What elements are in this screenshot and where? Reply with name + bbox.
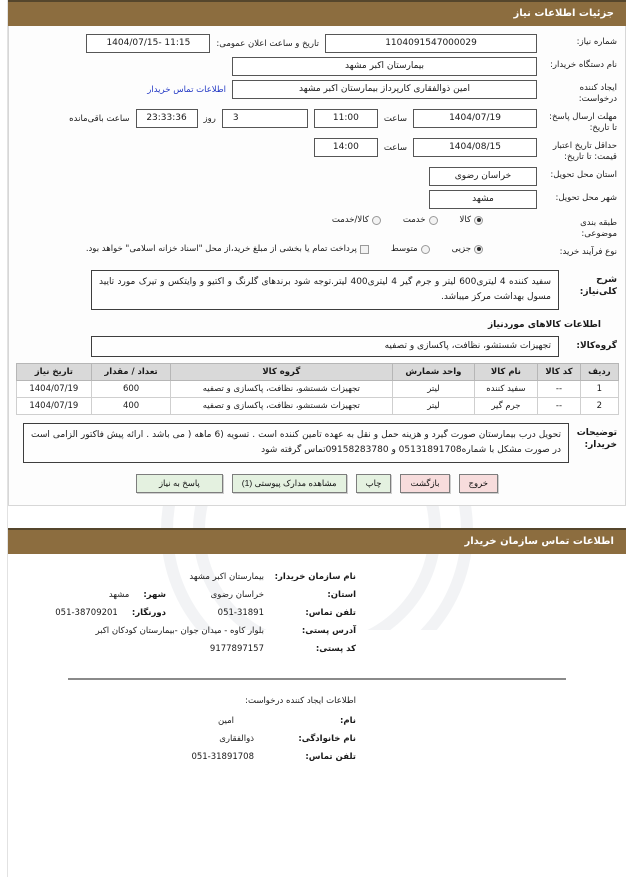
validity-hour-label: ساعت bbox=[383, 142, 407, 153]
goods-group-field[interactable]: تجهیزات شستشو، نظافت، پاکسازی و تصفیه bbox=[91, 336, 559, 357]
cell-unit: لیتر bbox=[392, 381, 475, 398]
contact-city-label: شهر: bbox=[143, 590, 166, 600]
row-contact-org bbox=[8, 568, 626, 586]
countdown-timer-field: 23:33:36 bbox=[136, 109, 198, 128]
contact-address-label: آدرس پستی: bbox=[301, 626, 356, 636]
need-number-label: شماره نیاز: bbox=[576, 37, 617, 47]
province-field[interactable]: خراسان رضوی bbox=[429, 167, 537, 186]
details-panel bbox=[8, 26, 626, 506]
need-details-card bbox=[8, 0, 626, 506]
cell-goods-name: جرم گیر bbox=[475, 398, 537, 415]
contact-address-value: بلوار کاوه - میدان جوان -بیمارستان کودکان اکبر bbox=[95, 626, 264, 636]
cell-goods-code: -- bbox=[537, 398, 581, 415]
city-field[interactable]: مشهد bbox=[429, 190, 537, 209]
cell-quantity: 600 bbox=[92, 381, 171, 398]
cell-goods-group: تجهیزات شستشو، نظافت، پاکسازی و تصفیه bbox=[170, 398, 392, 415]
days-unit-label: روز bbox=[203, 113, 216, 124]
deadline-hour-field[interactable]: 11:00 bbox=[314, 109, 378, 128]
goods-group-label: گروه‌کالا: bbox=[576, 341, 617, 351]
contact-org-label: نام سازمان خریدار: bbox=[274, 572, 356, 582]
th-goods-code: کد کالا bbox=[537, 364, 581, 381]
table-row bbox=[16, 381, 618, 398]
countdown-unit-label: ساعت باقی‌مانده bbox=[69, 113, 130, 124]
cell-goods-name: سفید کننده bbox=[475, 381, 537, 398]
respond-to-need-button[interactable]: پاسخ به نیاز bbox=[136, 474, 223, 493]
cell-radif: 2 bbox=[581, 398, 618, 415]
back-button[interactable]: بازگشت bbox=[400, 474, 449, 493]
notes-label: توضیحات خریدار: bbox=[576, 428, 617, 450]
category-option-label: خدمت bbox=[402, 215, 426, 225]
creator-label: ایجاد کننده درخواست: bbox=[578, 83, 617, 104]
category-label: طبقه بندی موضوعی: bbox=[580, 218, 617, 239]
row-price-validity bbox=[13, 136, 621, 165]
contact-province-label: استان: bbox=[327, 590, 356, 600]
row-contact-address bbox=[8, 622, 626, 640]
radio-icon[interactable] bbox=[372, 216, 381, 225]
requester-first-name-value: امین bbox=[218, 716, 234, 726]
row-requester-phone bbox=[8, 748, 626, 766]
validity-label: حداقل تاریخ اعتبار قیمت: تا تاریخ: bbox=[552, 141, 617, 162]
requester-first-name-label: نام: bbox=[339, 716, 356, 726]
table-row bbox=[16, 398, 618, 415]
row-contact-province-city bbox=[8, 586, 626, 604]
row-buyer-org bbox=[13, 55, 621, 78]
deadline-hour-label: ساعت bbox=[383, 113, 407, 124]
requester-body bbox=[8, 710, 626, 770]
exit-button[interactable]: خروج bbox=[459, 474, 499, 493]
th-need-date: تاریخ نیاز bbox=[16, 364, 92, 381]
remaining-days-field[interactable]: 3 bbox=[222, 109, 308, 128]
requester-section-heading: اطلاعات ایجاد کننده درخواست: bbox=[245, 696, 356, 706]
row-goods-group bbox=[13, 334, 621, 359]
cell-need-date: 1404/07/19 bbox=[16, 398, 92, 415]
details-section-title: جزئیات اطلاعات نیاز bbox=[8, 0, 626, 26]
validity-date-field[interactable]: 1404/08/15 bbox=[413, 138, 537, 157]
summary-field: سفید کننده 4 لیتری600 لیتر و جرم گیر 4 لیتری400 لیتر.توجه شود برندهای گلرنگ و اکتیو و وایتکس و تیرک مورد تایید مسول بهداشت مرکز میباشد. bbox=[91, 270, 559, 310]
contact-province-value: خراسان رضوی bbox=[210, 590, 264, 600]
need-number-field[interactable]: 1104091547000029 bbox=[325, 34, 537, 53]
th-quantity: تعداد / مقدار bbox=[92, 364, 171, 381]
cell-goods-group: تجهیزات شستشو، نظافت، پاکسازی و تصفیه bbox=[170, 381, 392, 398]
row-purchase-process bbox=[13, 242, 621, 264]
deadline-label: مهلت ارسال پاسخ: تا تاریخ: bbox=[549, 112, 617, 133]
cell-radif: 1 bbox=[581, 381, 618, 398]
radio-icon[interactable] bbox=[421, 245, 430, 254]
deadline-date-field[interactable]: 1404/07/19 bbox=[413, 109, 537, 128]
row-creator bbox=[13, 78, 621, 107]
category-option-khedmat[interactable] bbox=[403, 215, 438, 225]
buyer-contact-card bbox=[8, 528, 626, 770]
row-subject-category bbox=[13, 211, 621, 242]
checkbox-icon[interactable] bbox=[360, 245, 369, 254]
cell-quantity: 400 bbox=[92, 398, 171, 415]
contact-postal-value: 9177897157 bbox=[209, 644, 264, 654]
province-label: استان محل تحویل: bbox=[550, 170, 617, 180]
cell-goods-code: -- bbox=[537, 381, 581, 398]
category-option-label: کالا/خدمت bbox=[331, 215, 369, 225]
announce-label: تاریخ و ساعت اعلان عمومی: bbox=[216, 38, 319, 49]
contact-postal-label: کد پستی: bbox=[315, 644, 356, 654]
process-option-label: متوسط bbox=[390, 244, 418, 254]
row-contact-postal bbox=[8, 640, 626, 658]
row-need-number bbox=[13, 32, 621, 55]
treasury-doc-option[interactable] bbox=[86, 244, 369, 254]
buyer-org-label: نام دستگاه خریدار: bbox=[550, 60, 617, 70]
contact-phone-label: تلفن تماس: bbox=[305, 608, 356, 618]
view-attachments-button[interactable]: مشاهده مدارک پیوستی (1) bbox=[232, 474, 347, 493]
requester-last-name-value: ذوالفقاری bbox=[219, 734, 254, 744]
table-header-row bbox=[16, 364, 618, 381]
treasury-note-label: پرداخت تمام یا بخشی از مبلغ خرید،از محل "اسناد خزانه اسلامی" خواهد بود. bbox=[85, 244, 357, 254]
requester-phone-value: 051-31891708 bbox=[191, 752, 254, 762]
contact-phone-value: 051-31891 bbox=[217, 608, 264, 618]
contact-section-title: اطلاعات تماس سازمان خریدار bbox=[8, 528, 626, 554]
row-province bbox=[13, 165, 621, 188]
requester-last-name-label: نام خانوادگی: bbox=[298, 734, 356, 744]
validity-hour-field[interactable]: 14:00 bbox=[314, 138, 378, 157]
buyer-org-field[interactable]: بیمارستان اکبر مشهد bbox=[232, 57, 537, 76]
summary-label: شرح کلی‌نیاز: bbox=[579, 275, 617, 297]
category-option-label: کالا bbox=[459, 215, 471, 225]
process-label: نوع فرآیند خرید: bbox=[559, 247, 617, 257]
notes-field: تحویل درب بیمارستان صورت گیرد و هزینه حمل و نقل به عهده تامین کننده است . تسویه (6 ماهه ( می باشد . ارائه پیش فاکتور الزامی است در صورت مشکل با شماره05131891708 و 09158283780تماس گرفته شود bbox=[23, 423, 569, 463]
announce-datetime-field[interactable]: 11:15 -1404/07/15 bbox=[86, 34, 210, 53]
goods-info-heading: اطلاعات کالاهای موردنیاز bbox=[487, 320, 601, 330]
row-city bbox=[13, 188, 621, 211]
process-option-motevaset[interactable] bbox=[391, 244, 430, 254]
requester-phone-label: تلفن تماس: bbox=[305, 752, 356, 762]
radio-icon[interactable] bbox=[474, 245, 483, 254]
radio-icon[interactable] bbox=[429, 216, 438, 225]
contact-fax-label: دورنگار: bbox=[131, 608, 166, 618]
row-buyer-notes bbox=[13, 415, 621, 465]
row-summary bbox=[13, 264, 621, 312]
category-option-kala[interactable] bbox=[460, 215, 483, 225]
process-option-jozi[interactable] bbox=[452, 244, 483, 254]
contact-fax-value: 051-38709201 bbox=[55, 608, 118, 618]
th-unit: واحد شمارش bbox=[392, 364, 475, 381]
th-goods-group: گروه کالا bbox=[170, 364, 392, 381]
goods-table bbox=[16, 363, 619, 415]
contact-org-value: بیمارستان اکبر مشهد bbox=[189, 572, 264, 582]
radio-icon[interactable] bbox=[474, 216, 483, 225]
buyer-contact-link[interactable]: اطلاعات تماس خریدار bbox=[147, 84, 226, 95]
row-contact-phone-fax bbox=[8, 604, 626, 622]
th-goods-name: نام کالا bbox=[475, 364, 537, 381]
process-option-label: جزیی bbox=[451, 244, 471, 254]
th-radif: ردیف bbox=[581, 364, 618, 381]
row-requester-last-name bbox=[8, 730, 626, 748]
row-requester-first-name bbox=[8, 712, 626, 730]
city-label: شهر محل تحویل: bbox=[555, 193, 617, 203]
print-button[interactable]: چاپ bbox=[356, 474, 392, 493]
contact-city-value: مشهد bbox=[108, 590, 130, 600]
category-option-kala-khedmat[interactable] bbox=[332, 215, 381, 225]
creator-field[interactable]: امین ذوالفقاری کارپرداز بیمارستان اکبر مشهد bbox=[232, 80, 537, 99]
action-buttons bbox=[13, 465, 621, 503]
buyer-contact-body bbox=[8, 554, 626, 662]
cell-need-date: 1404/07/19 bbox=[16, 381, 92, 398]
row-response-deadline bbox=[13, 107, 621, 136]
cell-unit: لیتر bbox=[392, 398, 475, 415]
